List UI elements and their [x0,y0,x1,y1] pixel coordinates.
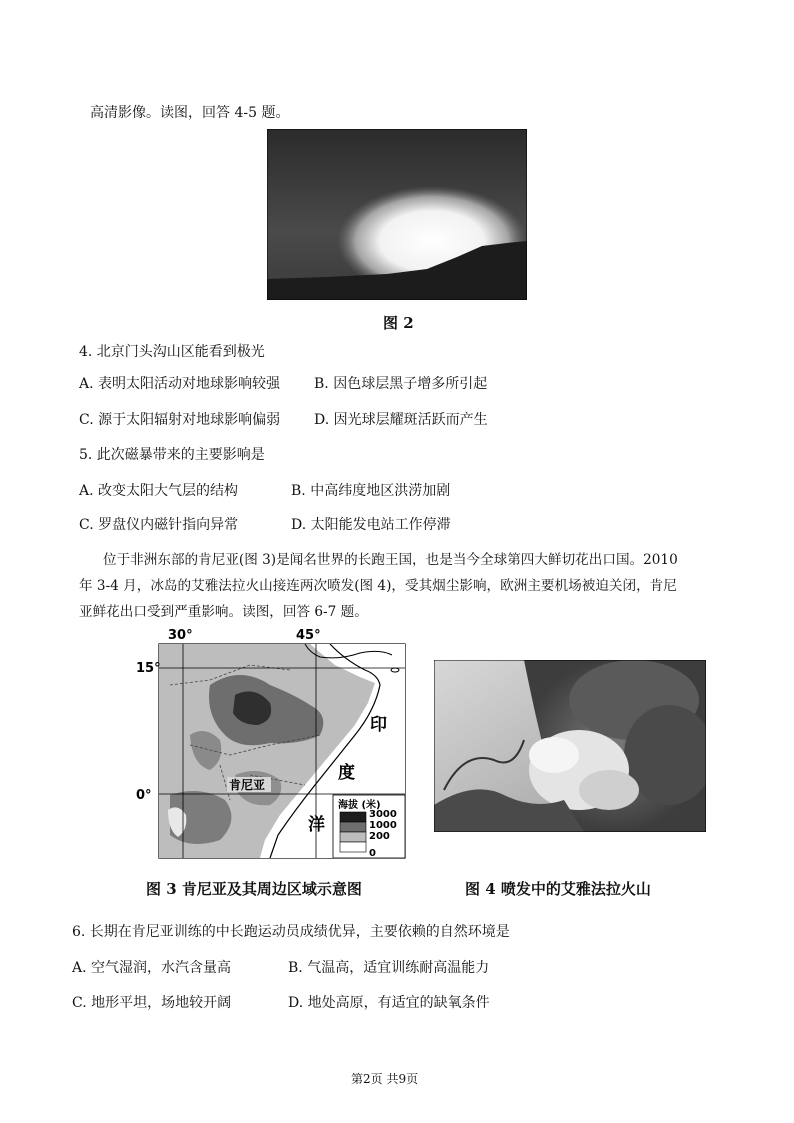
q6-option-c[interactable]: C. 地形平坦，场地较开阔 [72,995,232,1011]
question-5-stem: 5. 此次磁暴带来的主要影响是 [79,447,265,463]
legend-200: 200 [369,831,390,842]
passage-line-3: 亚鲜花出口受到严重影响。读图，回答 6-7 题。 [79,604,368,620]
volcano-photo [434,660,706,832]
q6-option-d[interactable]: D. 地处高原，有适宜的缺氧条件 [288,995,490,1011]
q6-option-a[interactable]: A. 空气湿润，水汽含量高 [72,960,232,976]
q4-option-c[interactable]: C. 源于太阳辐射对地球影响偏弱 [79,412,281,428]
legend-3000: 3000 [369,809,397,820]
ocean-label-yin: 印 [370,715,387,735]
q4-option-b[interactable]: B. 因色球层黑子增多所引起 [314,376,488,392]
map-lat-0-label: 0° [136,788,152,803]
page-footer: 第2页 共9页 [351,1072,419,1086]
legend-1000: 1000 [369,820,397,831]
q4-option-d[interactable]: D. 因光球层耀斑活跃而产生 [314,412,488,428]
kenya-map [130,625,415,865]
figure-4-caption: 图 4 喷发中的艾雅法拉火山 [465,880,651,898]
question-4-stem: 4. 北京门头沟山区能看到极光 [79,344,265,360]
ocean-label-du: 度 [338,763,355,783]
map-lon-45-label: 45° [296,628,321,643]
q5-option-b[interactable]: B. 中高纬度地区洪涝加剧 [291,483,451,499]
q4-option-a[interactable]: A. 表明太阳活动对地球影响较强 [79,376,281,392]
figure-2-caption: 图 2 [383,314,414,332]
legend-0: 0 [369,848,376,859]
passage-line-1: 位于非洲东部的肯尼亚(图 3)是闻名世界的长跑王国，也是当今全球第四大鲜切花出口国。2010 [103,552,678,568]
aurora-photo [267,129,527,300]
passage-line-2: 年 3-4 月，冰岛的艾雅法拉火山接连两次喷发(图 4)，受其烟尘影响，欧洲主要机场被迫关闭，肯尼 [79,578,677,594]
legend-title: 海拔 (米) [338,800,381,811]
q5-option-a[interactable]: A. 改变太阳大气层的结构 [79,483,239,499]
map-lat-15-label: 15° [136,661,161,676]
q5-option-c[interactable]: C. 罗盘仪内磁针指向异常 [79,517,239,533]
ocean-label-yang: 洋 [308,815,325,835]
figure-3-caption: 图 3 肯尼亚及其周边区域示意图 [146,880,362,898]
q6-option-b[interactable]: B. 气温高，适宜训练耐高温能力 [288,960,490,976]
q5-option-d[interactable]: D. 太阳能发电站工作停滞 [291,517,451,533]
map-lon-30-label: 30° [168,628,193,643]
question-6-stem: 6. 长期在肯尼亚训练的中长跑运动员成绩优异，主要依赖的自然环境是 [72,924,510,940]
kenya-label: 肯尼亚 [229,778,266,792]
intro-line: 高清影像。读图，回答 4-5 题。 [90,105,290,121]
